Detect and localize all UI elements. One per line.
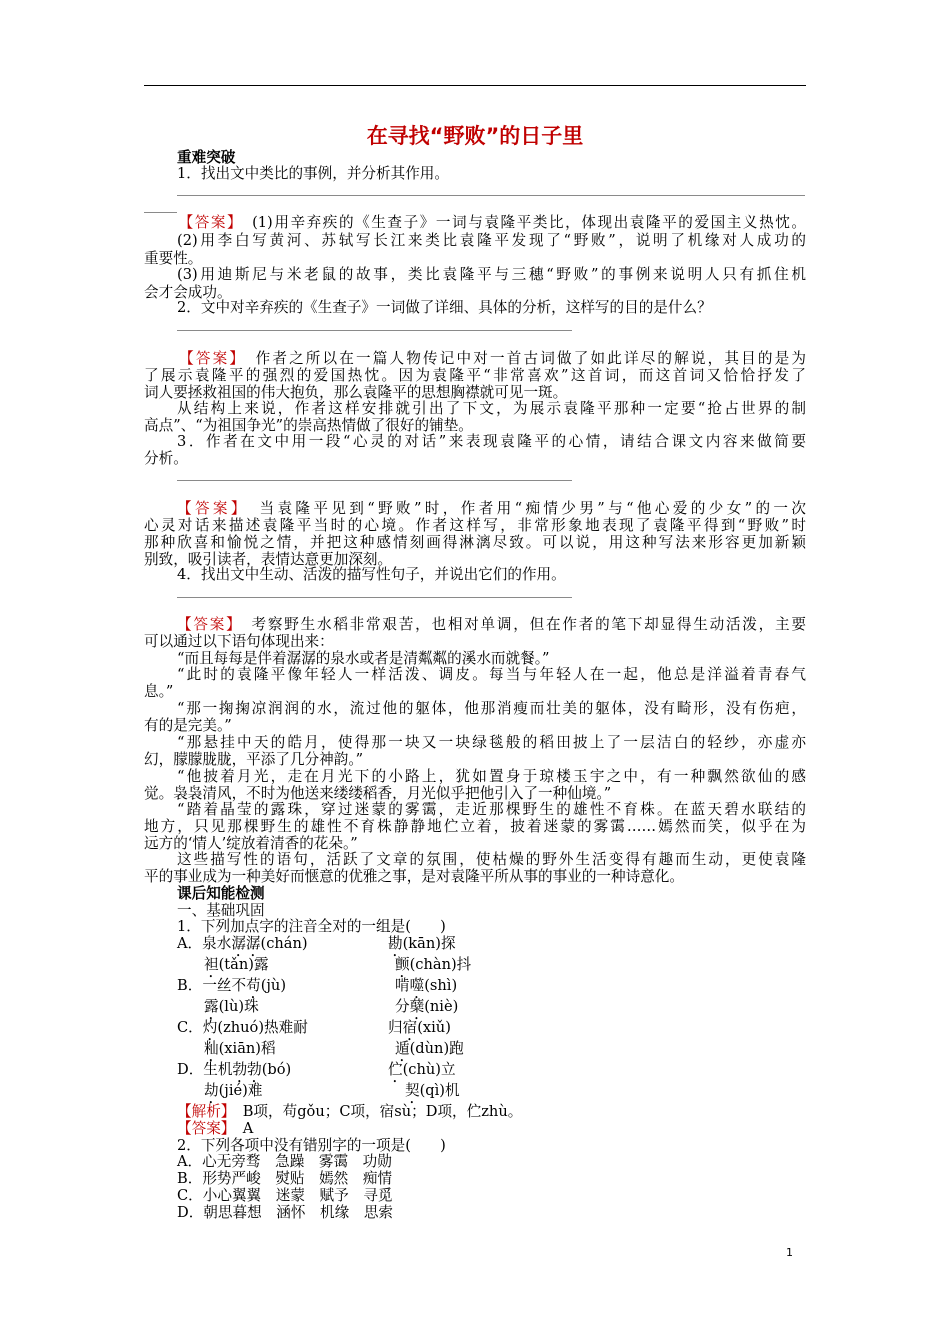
exercise-part: 一、基础巩固 — [177, 902, 265, 919]
option-b: B．形势严峻 熨贴 嫣然 痴情 — [177, 1170, 393, 1187]
option-d: 契(qì)机 — [405, 1082, 460, 1099]
answer-paragraph: 【答案】 当袁隆平见到“野败”时，作者用“痴情少男”与“他心爱的少女”的一次 — [177, 500, 806, 517]
answer-paragraph: 别致，吸引读者，表情达意更加深刻。 — [144, 551, 393, 568]
question-2: 2．文中对辛弃疾的《生查子》一词做了详细、具体的分析，这样写的目的是什么？ — [177, 299, 712, 316]
answer-paragraph: 了展示袁隆平的强烈的爱国热忱。因为袁隆平“非常喜欢”这首词，而这首词又恰恰抒发了 — [144, 367, 806, 384]
summary-paragraph: 平的事业成为一种美好而惬意的优雅之事，是对袁隆平所从事的事业的一种诗意化。 — [144, 868, 684, 885]
option-a: 颤(chàn)抖 — [395, 956, 472, 973]
answer-paragraph: 会才会成功。 — [144, 284, 232, 301]
quote: “此时的袁隆平像年轻人一样活泼、调皮。每当与年轻人在一起，他总是洋溢着青春气 — [177, 666, 806, 683]
answer-paragraph: (3)用迪斯尼与米老鼠的故事，类比袁隆平与三穗“野败”的事例来说明人只有抓住机 — [177, 266, 806, 283]
answer-paragraph: 重要性。 — [144, 250, 203, 267]
answer-marker: 【答案】 — [177, 214, 236, 231]
section-heading: 课后知能检测 — [177, 885, 265, 902]
option-a: A．泉水潺潺(chán) — [177, 935, 308, 952]
summary-paragraph: 这些描写性的语句，活跃了文章的氛围，使枯燥的野外生活变得有趣而生动，更使袁隆 — [177, 851, 806, 868]
option-b: 分蘖(niè) — [395, 998, 459, 1015]
header-rule — [144, 85, 806, 86]
answer-paragraph: 从结构上来说，作者这样安排就引出了下文，为展示袁隆平那种一定要“抢占世界的制 — [177, 400, 806, 417]
question-1: 1．找出文中类比的事例，并分析其作用。 — [177, 165, 449, 182]
answer-marker: 【答案】 — [177, 500, 242, 517]
exercise-question-1: 1．下列加点字的注音全对的一组是( ) — [177, 918, 446, 935]
option-c: C．小心翼翼 迷蒙 赋予 寻觅 — [177, 1187, 393, 1204]
answer-paragraph: 那种欣喜和愉悦之情，并把这种感情刻画得淋漓尽致。可以说，用这种写法来形容更加新颖 — [144, 534, 806, 551]
page-title: 在寻找“野败”的日子里 — [366, 124, 584, 148]
option-c: 遁(dùn)跑 — [395, 1040, 464, 1057]
exercise-question-2: 2．下列各项中没有错别字的一项是( ) — [177, 1137, 446, 1154]
quote: 有的是完美。” — [144, 717, 232, 734]
quote: “而且每每是伴着潺潺的泉水或者是清粼粼的溪水而就餐。” — [177, 650, 550, 667]
option-b: B．一丝不苟(jù) — [177, 977, 287, 994]
option-c: 归宿(xiǔ) — [388, 1019, 451, 1036]
answer-line — [177, 195, 805, 196]
answer-paragraph: 心灵对话来描述袁隆平当时的心境。作者这样写，非常形象地表现了袁隆平得到“野败”时 — [144, 517, 806, 534]
quote: 远方的‘情人’绽放着清香的花朵。” — [144, 835, 358, 852]
question-3: 分析。 — [144, 450, 188, 467]
section-heading: 重难突破 — [177, 149, 236, 166]
option-a: 勘(kān)探 — [388, 935, 456, 952]
option-b: 啃噬(shì) — [395, 977, 458, 994]
option-b: 露(lù)珠 — [204, 998, 259, 1015]
option-a: A．心无旁骛 急躁 雾霭 功勋 — [177, 1153, 392, 1170]
page-number: 1 — [786, 1246, 793, 1259]
question-3: 3．作者在文中用一段“心灵的对话”来表现袁隆平的心情，请结合课文内容来做简要 — [177, 433, 806, 450]
answer-line — [177, 480, 572, 481]
answer-line — [177, 330, 572, 331]
answer-marker: 【答案】 — [177, 350, 239, 367]
quote: 觉。袅袅清风，不时为他送来缕缕稻香，月光似乎把他引入了一种仙境。” — [144, 785, 612, 802]
question-4: 4．找出文中生动、活泼的描写性句子，并说出它们的作用。 — [177, 566, 566, 583]
quote: “他披着月光，走在月光下的小路上，犹如置身于琼楼玉宇之中，有一种飘然欲仙的感 — [177, 768, 806, 785]
option-c: 籼(xiān)稻 — [204, 1040, 276, 1057]
answer-paragraph: 词人要拯救祖国的伟大抱负，那么袁隆平的思想胸襟就可见一斑。 — [144, 384, 568, 401]
quote: “那悬挂中天的皓月，使得那一块又一块绿毯般的稻田披上了一层洁白的轻纱，亦虚亦 — [177, 734, 806, 751]
option-c: C．灼(zhuó)热难耐 — [177, 1019, 308, 1036]
option-a: 袒(tǎn)露 — [204, 956, 269, 973]
quote: 幻，朦朦胧胧，平添了几分神韵。” — [144, 751, 364, 768]
answer-line: 【答案】 A — [177, 1120, 254, 1137]
answer-paragraph: 高点”、“为祖国争光”的崇高热情做了很好的铺垫。 — [144, 417, 473, 434]
option-d: 伫(chù)立 — [388, 1061, 456, 1078]
answer-paragraph: 【答案】 (1)用辛弃疾的《生查子》一词与袁隆平类比，体现出袁隆平的爱国主义热忱。 — [177, 214, 806, 231]
answer-paragraph: 【答案】 作者之所以在一篇人物传记中对一首古词做了如此详尽的解说，其目的是为 — [177, 350, 806, 367]
quote: “那一掬掬凉润润的水，流过他的躯体，他那消瘦而壮美的躯体，没有畸形，没有伤疤， — [177, 700, 806, 717]
option-d: D．生机勃勃(bó) — [177, 1061, 292, 1078]
answer-paragraph: 可以通过以下语句体现出来： — [144, 633, 334, 650]
option-d: 劫(jié)难 — [204, 1082, 263, 1099]
answer-line — [144, 212, 177, 213]
answer-marker: 【答案】 — [177, 1120, 229, 1137]
quote: 息。” — [144, 683, 174, 700]
answer-marker: 【答案】 — [177, 616, 236, 633]
quote: “踏着晶莹的露珠，穿过迷蒙的雾霭，走近那棵野生的雄性不育株。在蓝天碧水联结的 — [177, 801, 806, 818]
answer-paragraph: 【答案】 考察野生水稻非常艰苦，也相对单调，但在作者的笔下却显得生动活泼，主要 — [177, 616, 806, 633]
analysis-line: 【解析】 B项，苟gǒu；C项，宿sù；D项，伫zhù。 — [177, 1103, 523, 1120]
quote: 地方，只见那棵野生的雄性不育株静静地伫立着，披着迷蒙的雾霭……嫣然而笑，似乎在为 — [144, 818, 806, 835]
option-d: D．朝思暮想 涵怀 机缘 思索 — [177, 1204, 394, 1221]
answer-paragraph: (2)用李白写黄河、苏轼写长江来类比袁隆平发现了“野败”，说明了机缘对人成功的 — [177, 232, 806, 249]
answer-line — [177, 597, 572, 598]
analysis-marker: 【解析】 — [177, 1103, 229, 1120]
